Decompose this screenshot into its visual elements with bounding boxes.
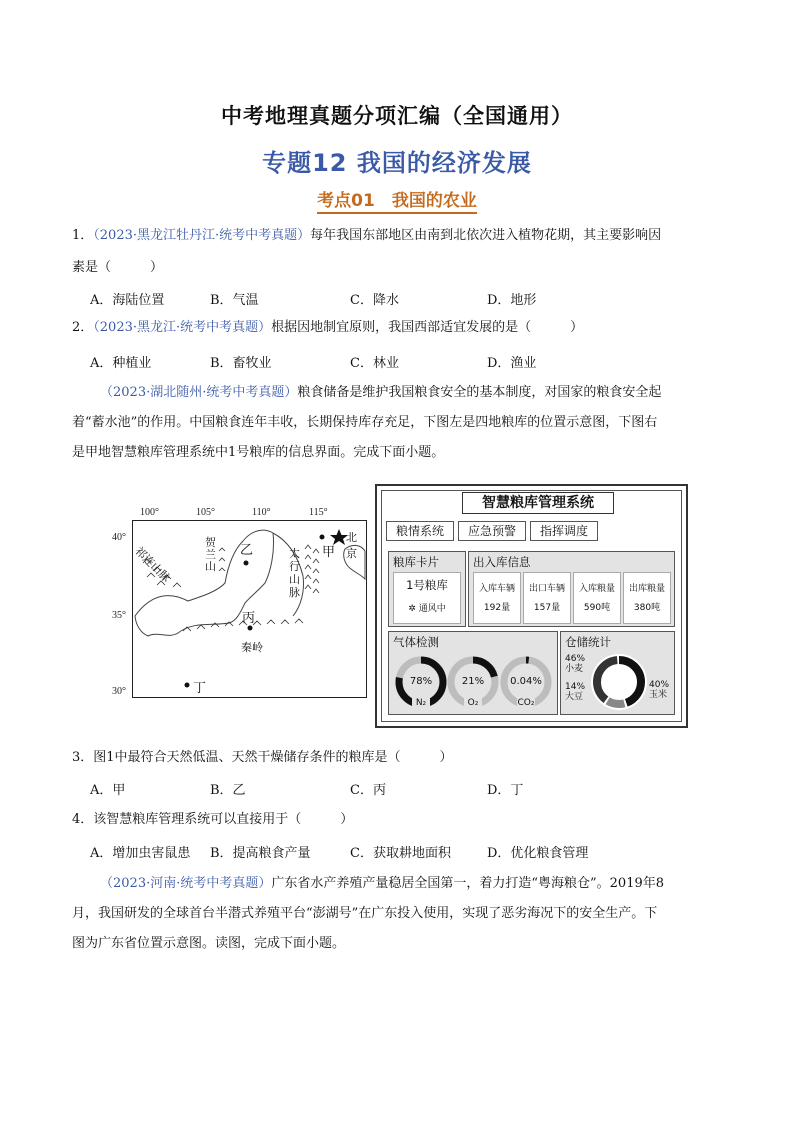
- passage-1-line-3: 是甲地智慧粮库管理系统中1号粮库的信息界面。完成下面小题。: [72, 445, 445, 460]
- option-b: B．气温: [210, 293, 259, 308]
- option-a: A．种植业: [90, 356, 152, 371]
- tab-grain-status[interactable]: 粮情系统: [386, 521, 454, 541]
- section-title: 考点01 我国的农业: [0, 186, 794, 211]
- option-c: C．丙: [350, 783, 386, 798]
- gas-detection-title: 气体检测: [393, 635, 439, 649]
- location-ding-label: 丁: [193, 681, 207, 696]
- location-yi-label: 乙: [240, 543, 254, 558]
- storage-stats-panel: [560, 631, 675, 715]
- granary-card-body: [393, 572, 461, 624]
- inout-item: 入库粮量 590吨: [573, 572, 621, 624]
- granary-system-panel: [375, 484, 688, 728]
- beijing-label: 北京: [346, 531, 357, 560]
- question-1: 1．（2023·黑龙江牡丹江·统考中考真题）每年我国东部地区由南到北依次进入植物花期，其主要影响因: [72, 228, 662, 243]
- system-title: 智慧粮库管理系统: [462, 492, 614, 514]
- inout-item: 出口车辆 157量: [523, 572, 571, 624]
- question-source: （2023·黑龙江·统考中考真题）: [93, 320, 272, 335]
- option-d: D．地形: [487, 293, 537, 308]
- qilian-mountains-label: 祁连山脉: [132, 544, 173, 585]
- option-a: A．甲: [90, 783, 126, 798]
- passage-2-line-2: 月，我国研发的全球首台半潜式养殖平台“澎湖号”在广东投入使用，实现了恶劣海况下的安全生产。下: [72, 906, 658, 921]
- qinling-label: 秦岭: [241, 641, 263, 654]
- longitude-tick: 115°: [309, 507, 328, 518]
- storage-stats-title: 仓储统计: [565, 635, 611, 649]
- passage-2-line-1: （2023·河南·统考中考真题）广东省水产养殖产量稳居全国第一，着力打造“粤海粮仓”。2019年8: [100, 876, 665, 891]
- question-4: 4．该智慧粮库管理系统可以直接用于（ ）: [72, 812, 354, 827]
- granary-card: [388, 551, 466, 627]
- latitude-tick: 35°: [112, 610, 126, 621]
- o2-value: 21%: [461, 676, 485, 687]
- soybean-legend: 14% 大豆: [565, 682, 586, 702]
- gas-detection-panel: [388, 631, 558, 715]
- point-jia: [320, 535, 325, 540]
- corn-legend: 40% 玉米: [649, 680, 670, 700]
- granary-name: 1号粮库: [406, 578, 448, 592]
- point-bing: [248, 626, 253, 631]
- option-b: B．乙: [210, 783, 246, 798]
- location-jia-label: 甲: [322, 545, 336, 560]
- option-d: D．渔业: [487, 356, 537, 371]
- o2-label: O₂: [467, 698, 479, 708]
- question-2: 2．（2023·黑龙江·统考中考真题）根据因地制宜原则，我国西部适宜发展的是（ ）: [72, 320, 584, 335]
- n2-value: 78%: [409, 676, 433, 687]
- longitude-tick: 100°: [140, 507, 159, 518]
- question-source: （2023·黑龙江牡丹江·统考中考真题）: [93, 228, 311, 243]
- longitude-tick: 110°: [252, 507, 271, 518]
- question-3: 3．图1中最符合天然低温、天然干燥储存条件的粮库是（ ）: [72, 750, 453, 765]
- tab-command-dispatch[interactable]: 指挥调度: [530, 521, 598, 541]
- inout-item: 入库车辆 192量: [473, 572, 521, 624]
- inout-item: 出库粮量 380吨: [623, 572, 671, 624]
- point-ding: [185, 683, 190, 688]
- wheat-legend: 46% 小麦: [565, 654, 586, 674]
- option-a: A．海陆位置: [90, 293, 165, 308]
- latitude-tick: 40°: [112, 532, 126, 543]
- document-title: 中考地理真题分项汇编（全国通用）: [221, 104, 573, 128]
- option-b: B．提高粮食产量: [210, 846, 311, 861]
- tab-emergency-warning[interactable]: 应急预警: [458, 521, 526, 541]
- co2-value: 0.04%: [510, 676, 542, 687]
- option-b: B．畜牧业: [210, 356, 272, 371]
- passage-1-line-2: 着“蓄水池”的作用。中国粮食连年丰收，长期保持库存充足，下图左是四地粮库的位置示意图，下图右: [72, 415, 658, 430]
- option-c: C．降水: [350, 293, 399, 308]
- helan-mountains-label: 贺兰山: [205, 536, 216, 573]
- topic-title: 专题12 我国的经济发展: [262, 149, 532, 177]
- option-a: A．增加虫害鼠患: [90, 846, 191, 861]
- question-1-continued: 素是（ ）: [72, 260, 164, 275]
- fan-icon: ✲: [408, 604, 416, 614]
- option-d: D．丁: [487, 783, 524, 798]
- location-bing-label: 丙: [242, 611, 256, 626]
- n2-label: N₂: [415, 698, 427, 708]
- inout-info-title: 出入库信息: [473, 555, 531, 569]
- taihang-mountains-label: 太行山脉: [289, 547, 300, 599]
- point-yi: [244, 561, 249, 566]
- granary-location-map: [132, 520, 367, 698]
- passage-1-line-1: （2023·湖北随州·统考中考真题）粮食储备是维护我国粮食安全的基本制度，对国家的粮食安全起: [100, 385, 662, 400]
- co2-label: CO₂: [517, 698, 535, 708]
- option-d: D．优化粮食管理: [487, 846, 589, 861]
- latitude-tick: 30°: [112, 686, 126, 697]
- option-c: C．获取耕地面积: [350, 846, 451, 861]
- passage-2-line-3: 图为广东省位置示意图。读图，完成下面小题。: [72, 936, 346, 951]
- longitude-tick: 105°: [196, 507, 215, 518]
- granary-card-title: 粮库卡片: [393, 555, 439, 569]
- option-c: C．林业: [350, 356, 399, 371]
- inout-info-panel: [468, 551, 675, 627]
- ventilation-status: ✲ 通风中: [408, 604, 446, 614]
